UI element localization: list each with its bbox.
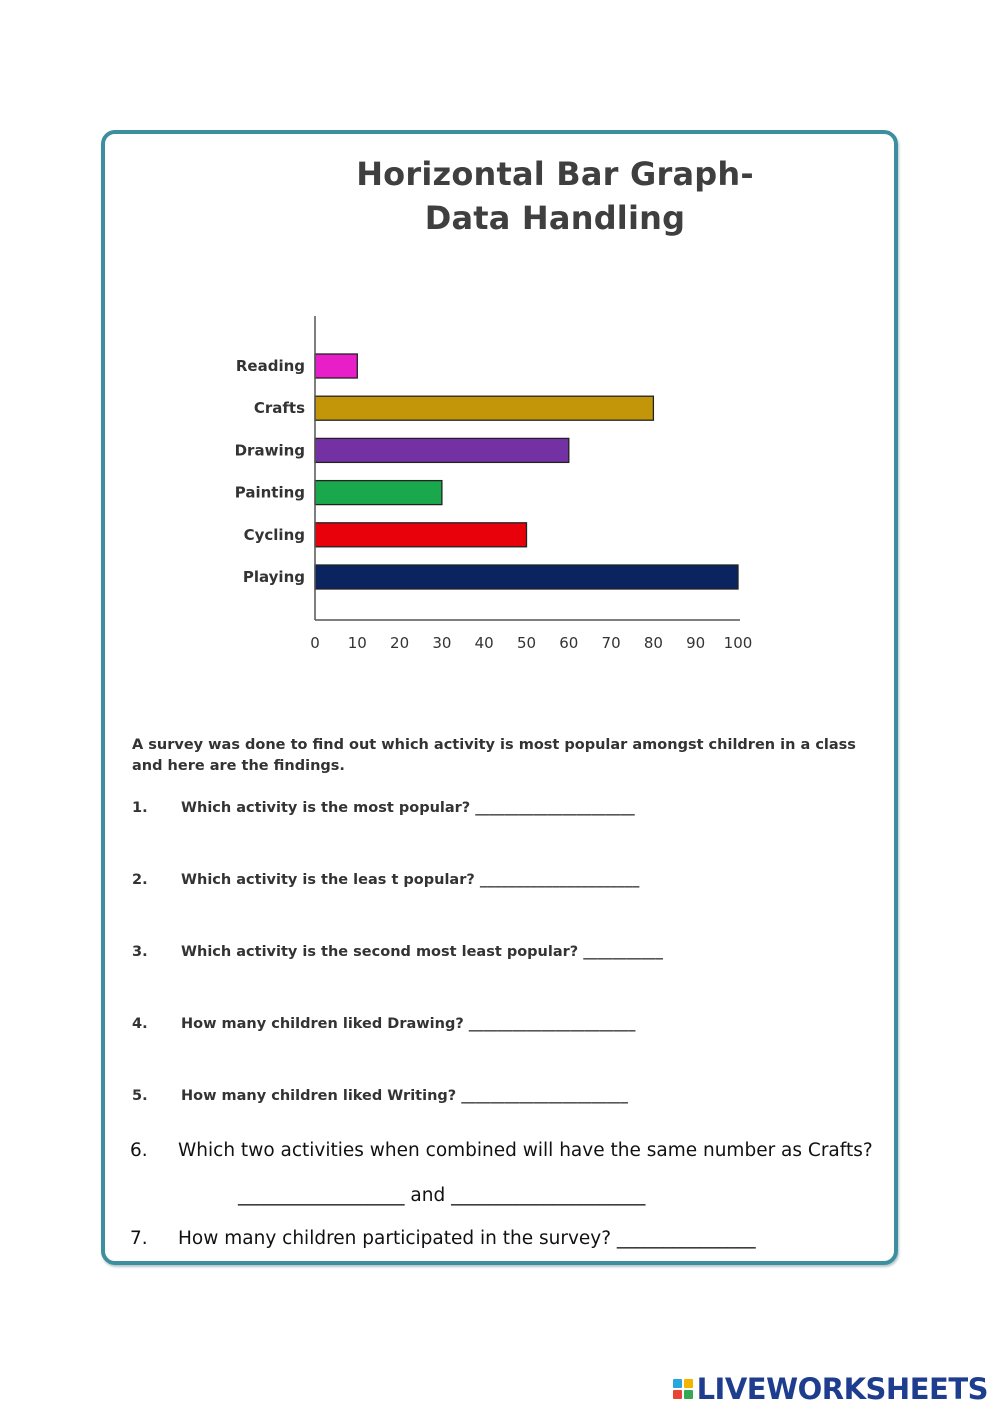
answer-blank-line[interactable]: __________________ and _____________________ [238, 1185, 646, 1206]
x-tick-label: 40 [474, 634, 494, 652]
bar-playing [315, 565, 738, 589]
question-number: 3. [132, 944, 148, 960]
bar-drawing [315, 438, 569, 462]
question-text[interactable]: Which activity is the most popular? ______________________ [181, 800, 635, 816]
question-text[interactable]: Which two activities when combined will have the same number as Crafts? [178, 1140, 873, 1161]
x-tick-label: 0 [310, 634, 320, 652]
question-number: 5. [132, 1088, 148, 1104]
bar-cycling [315, 523, 527, 547]
x-tick-label: 10 [347, 634, 367, 652]
category-label: Drawing [234, 441, 305, 460]
question-3 [132, 944, 663, 960]
question-4 [132, 1016, 636, 1032]
category-label: Playing [242, 568, 305, 586]
x-tick-label: 90 [686, 634, 706, 652]
logo-square [684, 1390, 693, 1399]
survey-intro: A survey was done to find out which activity is most popular amongst children in a class and here are the findings. [132, 737, 856, 774]
category-label: Painting [234, 483, 305, 502]
category-label: Cycling [243, 525, 305, 544]
question-number: 6. [130, 1140, 148, 1161]
bar-painting [315, 481, 442, 505]
question-number: 2. [132, 872, 148, 888]
logo-square [684, 1379, 693, 1388]
question-7 [130, 1228, 756, 1249]
bar-crafts [315, 396, 653, 420]
question-text[interactable]: How many children liked Drawing? _______________________ [181, 1016, 636, 1032]
x-tick-label: 50 [516, 634, 537, 652]
question-6 [130, 1140, 873, 1161]
x-tick-label: 20 [390, 634, 410, 652]
question-1 [132, 800, 635, 816]
question-number: 4. [132, 1016, 148, 1032]
x-tick-label: 30 [432, 634, 452, 652]
x-tick-label: 60 [559, 634, 579, 652]
x-tick-label: 70 [601, 634, 621, 652]
worksheet-title-line2: Data Handling [424, 199, 686, 237]
bar-reading [315, 354, 357, 378]
liveworksheets-brand [673, 1372, 988, 1406]
liveworksheets-logo-icon [673, 1379, 693, 1399]
question-number: 1. [132, 800, 148, 816]
x-tick-label: 100 [723, 634, 753, 652]
worksheet-title-line1: Horizontal Bar Graph- [356, 155, 754, 193]
question-number: 7. [130, 1228, 148, 1249]
question-text[interactable]: Which activity is the second most least popular? ___________ [181, 944, 663, 960]
question-text[interactable]: How many children participated in the survey? _______________ [178, 1228, 756, 1249]
category-label: Reading [235, 357, 305, 375]
question-text[interactable]: How many children liked Writing? _______________________ [181, 1088, 628, 1104]
question-2 [132, 872, 639, 888]
bar-chart [0, 0, 1000, 700]
logo-square [673, 1379, 682, 1388]
brand-text: LIVEWORKSHEETS [696, 1372, 988, 1406]
category-label: Crafts [253, 399, 305, 418]
question-5 [132, 1088, 628, 1104]
logo-square [673, 1390, 682, 1399]
x-tick-label: 80 [643, 634, 663, 652]
question-text[interactable]: Which activity is the leas t popular? ______________________ [181, 872, 640, 888]
